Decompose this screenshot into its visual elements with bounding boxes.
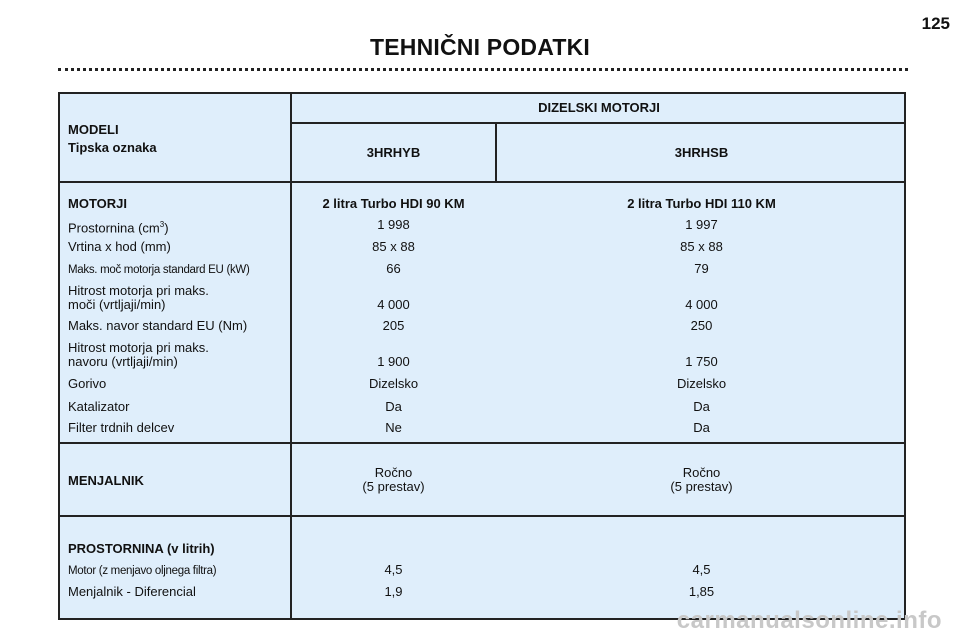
cell-value: 4,5 <box>384 562 403 577</box>
row-label-max-power: Maks. moč motorja standard EU (kW) <box>68 264 250 276</box>
section-divider-3 <box>60 515 906 517</box>
engine-group-header: DIZELSKI MOTORJI <box>538 100 660 115</box>
col2-gearbox-gears: (5 prestav) <box>670 479 733 494</box>
cell-value: 4,5 <box>692 562 711 577</box>
row-label-particle-filter: Filter trdnih delcev <box>68 420 175 435</box>
col2-engine-heading: 2 litra Turbo HDI 110 KM <box>627 196 776 211</box>
row-label-torque-rpm-line2: navoru (vrtljaji/min) <box>68 354 178 369</box>
col1-gearbox-gears: (5 prestav) <box>362 479 425 494</box>
col2-type-code: 3HRHSB <box>674 145 729 160</box>
row-label-max-torque: Maks. navor standard EU (Nm) <box>68 318 248 333</box>
cell-value: 205 <box>382 318 405 333</box>
watermark: carmanualsonline.info <box>676 607 942 634</box>
cell-value: Da <box>693 399 710 414</box>
gearbox-heading: MENJALNIK <box>68 473 144 488</box>
cell-value: 85 x 88 <box>680 239 723 254</box>
cell-value: 66 <box>386 261 401 276</box>
cell-value: 79 <box>694 261 709 276</box>
row-label-displacement <box>68 218 169 235</box>
cell-value: 1 750 <box>685 354 718 369</box>
cell-value: Da <box>693 420 710 435</box>
spec-table <box>58 92 906 620</box>
cell-value: 85 x 88 <box>372 239 415 254</box>
cell-value: Ne <box>385 420 402 435</box>
models-label: MODELI <box>68 122 119 137</box>
section-divider-1 <box>60 181 906 183</box>
cell-value: 1 998 <box>377 217 410 232</box>
cell-value: 1 997 <box>685 217 718 232</box>
cell-value: 4 000 <box>377 297 410 312</box>
row-label-bore-stroke: Vrtina x hod (mm) <box>68 239 171 254</box>
cell-value: 4 000 <box>685 297 718 312</box>
row-label-catalyst: Katalizator <box>68 399 130 414</box>
cell-value: Dizelsko <box>676 376 727 391</box>
col2-gearbox-type: Ročno <box>682 465 721 480</box>
col1-type-code: 3HRHYB <box>366 145 421 160</box>
cell-value: Dizelsko <box>368 376 419 391</box>
row-label-power-rpm-line2: moči (vrtljaji/min) <box>68 297 166 312</box>
engine-heading: MOTORJI <box>68 196 127 211</box>
header-divider <box>290 122 906 124</box>
type-label: Tipska oznaka <box>68 140 157 155</box>
page-number: 125 <box>921 14 950 33</box>
row-label-text: Prostornina (cm <box>68 220 160 236</box>
page-title: TEHNIČNI PODATKI <box>370 34 590 60</box>
cell-value: 1,85 <box>688 584 715 599</box>
section-divider-2 <box>60 442 906 444</box>
row-label-gearbox-oil: Menjalnik - Diferencial <box>68 584 196 599</box>
row-label-fuel: Gorivo <box>68 376 107 391</box>
capacity-heading: PROSTORNINA (v litrih) <box>68 541 215 556</box>
row-label-torque-rpm: Hitrost motorja pri maks. <box>68 340 209 355</box>
row-label-superscript: 3 <box>159 220 165 229</box>
row-label-suffix: ) <box>164 220 169 236</box>
cell-value: 1,9 <box>384 584 403 599</box>
cell-value: 250 <box>690 318 713 333</box>
cell-value: 1 900 <box>377 354 410 369</box>
col1-gearbox-type: Ročno <box>374 465 413 480</box>
cell-value: Da <box>385 399 402 414</box>
row-label-engine-oil: Motor (z menjavo oljnega filtra) <box>68 565 217 577</box>
col1-engine-heading: 2 litra Turbo HDI 90 KM <box>322 196 465 211</box>
row-label-power-rpm: Hitrost motorja pri maks. <box>68 283 209 298</box>
dotted-divider <box>58 68 908 71</box>
